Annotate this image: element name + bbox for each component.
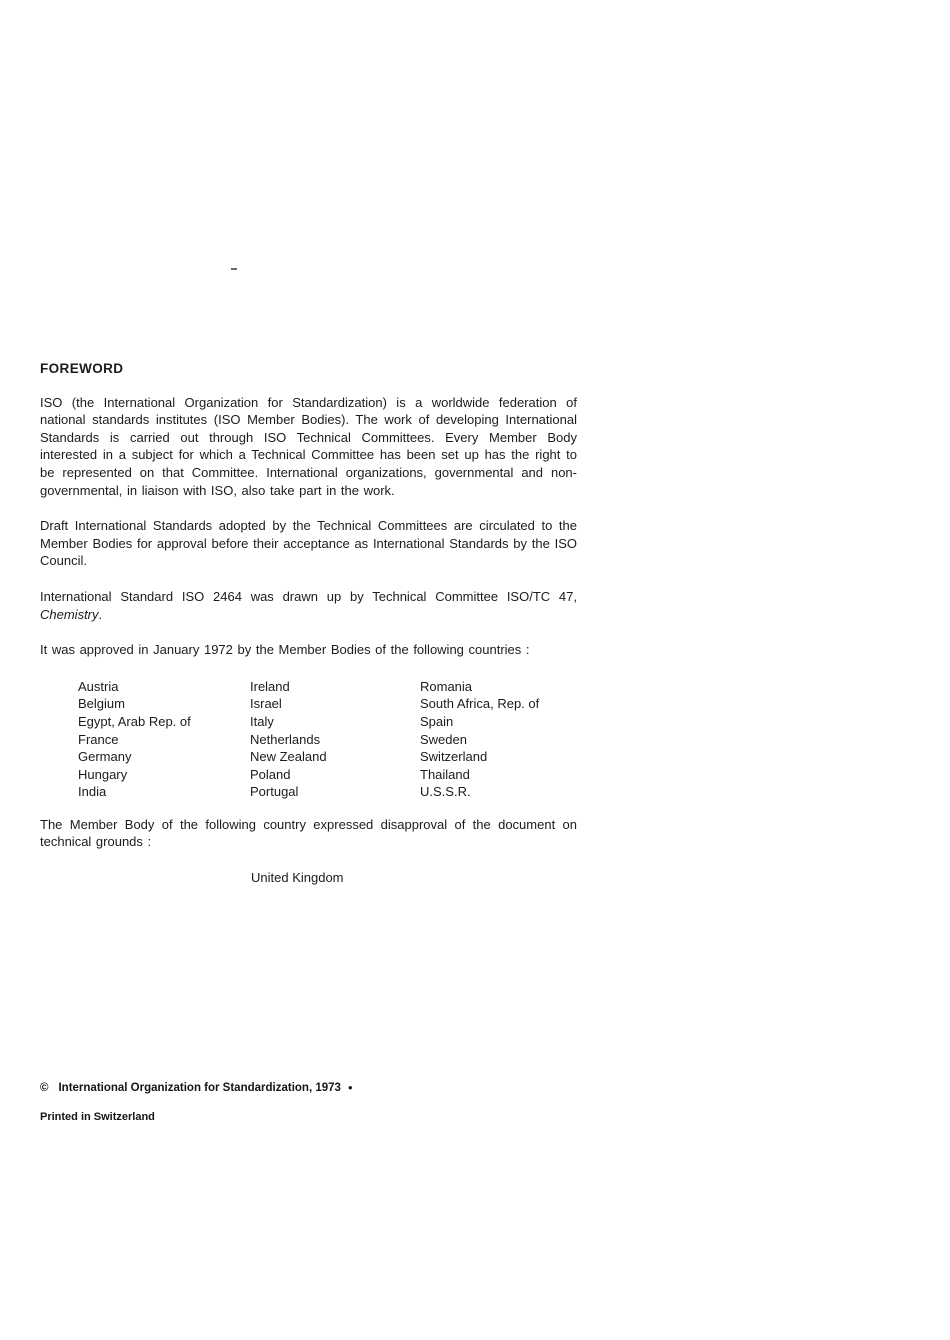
- country-column-3: [420, 678, 577, 801]
- page-footer: [40, 1082, 353, 1123]
- country-item: France: [78, 731, 119, 747]
- country-item: Switzerland: [420, 749, 488, 765]
- copyright-bullet-icon: ●: [347, 1082, 353, 1092]
- paragraph-approval: It was approved in January 1972 by the Member Bodies of the following countries :: [40, 642, 530, 658]
- country-item: Austria: [78, 678, 119, 694]
- country-item: India: [78, 784, 107, 800]
- country-item: Romania: [420, 678, 473, 694]
- country-item: Sweden: [420, 731, 467, 747]
- country-item: Poland: [250, 766, 291, 782]
- country-item: Netherlands: [250, 731, 321, 747]
- country-item: Portugal: [250, 784, 299, 800]
- paragraph-disapproval: The Member Body of the following country expressed disapproval of the document on technical grounds :: [40, 816, 577, 850]
- country-item: Belgium: [78, 696, 125, 712]
- paragraph-standard-origin: [40, 588, 577, 623]
- country-item: Spain: [420, 713, 454, 729]
- copyright-line: [40, 1082, 353, 1094]
- country-item: New Zealand: [250, 749, 327, 765]
- country-column-1: [78, 678, 250, 801]
- country-item: Ireland: [250, 678, 290, 694]
- copyright-symbol: ©: [40, 1082, 49, 1094]
- standard-origin-text: International Standard ISO 2464 was drawn up by Technical Committee ISO/TC 47,: [40, 588, 577, 604]
- foreword-section: [40, 360, 577, 887]
- country-item: Germany: [78, 749, 132, 765]
- printed-in-line: Printed in Switzerland: [40, 1111, 155, 1123]
- country-item: Italy: [250, 713, 274, 729]
- copyright-text: International Organization for Standardization, 1973: [58, 1082, 341, 1094]
- foreword-heading: FOREWORD: [40, 361, 124, 376]
- disapproving-country: United Kingdom: [251, 870, 344, 886]
- country-item: Thailand: [420, 766, 470, 782]
- country-item: U.S.S.R.: [420, 784, 471, 800]
- country-item: Egypt, Arab Rep. of: [78, 713, 191, 729]
- standard-origin-period: .: [98, 606, 103, 622]
- paragraph-iso-intro: ISO (the International Organization for Standardization) is a worldwide federation of national standards institutes (ISO Member Bodies). The work of developing International Standards is carried out through ISO Technical Committees. Every Member Body interested in a subject for which a Technical Committee has been set up has the right to be represented on that Committee. International organizations, governmental and non-governmental, in liaison with ISO, also take part in the work.: [40, 394, 577, 498]
- country-item: Israel: [250, 696, 282, 712]
- country-columns: [40, 678, 577, 801]
- country-item: Hungary: [78, 766, 128, 782]
- scan-artifact-dash: [231, 268, 237, 270]
- country-item: South Africa, Rep. of: [420, 696, 540, 712]
- paragraph-draft-standards: Draft International Standards adopted by the Technical Committees are circulated to the Member Bodies for approval before their acceptance as International Standards by the ISO Council.: [40, 518, 577, 569]
- country-column-2: [250, 678, 420, 801]
- committee-name-italic: Chemistry: [40, 606, 99, 622]
